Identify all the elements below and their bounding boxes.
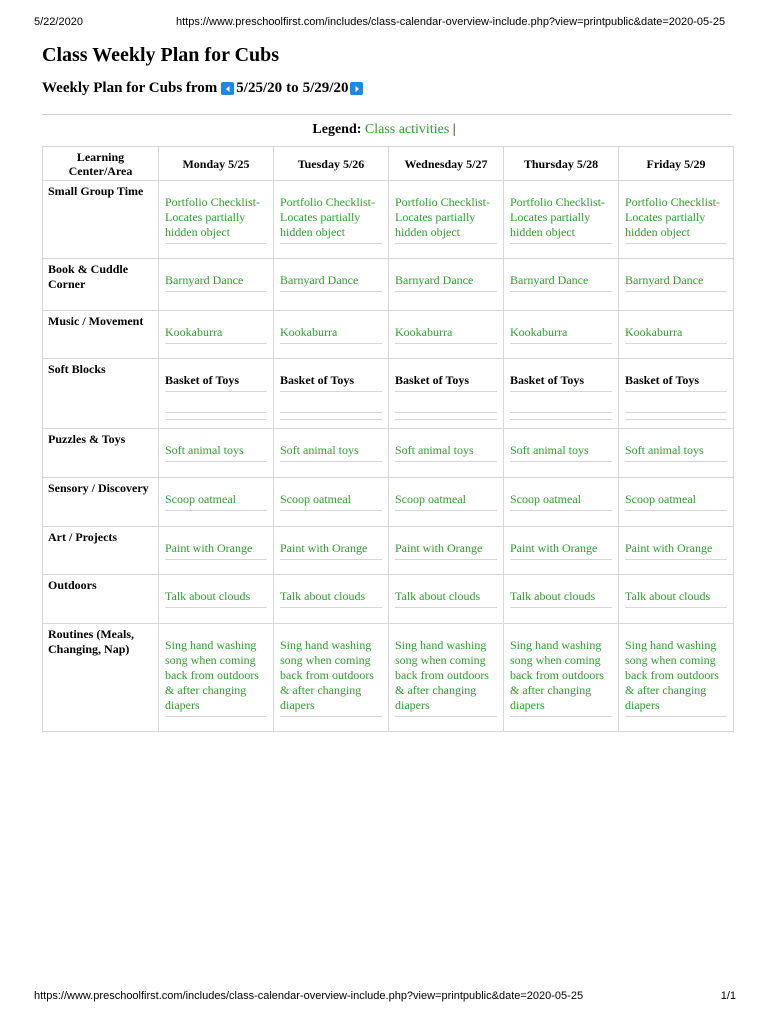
activity-cell	[619, 575, 734, 624]
print-url: https://www.preschoolfirst.com/includes/class-calendar-overview-include.php?view=printpublic&date=2020-05-25	[176, 16, 726, 28]
learning-area-label: Soft Blocks	[43, 359, 159, 429]
activity-link[interactable]: Kookaburra	[280, 325, 382, 344]
week-start-date: 5/25/20	[236, 80, 283, 96]
activity-link[interactable]: Talk about clouds	[625, 589, 727, 608]
activity-cell	[389, 259, 504, 311]
legend-class-activities[interactable]: Class activities	[364, 122, 450, 137]
next-week-button[interactable]	[350, 82, 363, 95]
activity-cell	[504, 311, 619, 359]
print-footer	[34, 990, 736, 1002]
activity-link[interactable]: Paint with Orange	[165, 541, 267, 560]
legend	[0, 122, 768, 138]
activity-link[interactable]: Scoop oatmeal	[395, 492, 497, 511]
activity-link[interactable]: Basket of Toys	[165, 373, 267, 392]
activity-cell	[619, 181, 734, 259]
learning-area-label: Routines (Meals, Changing, Nap)	[43, 624, 159, 732]
activity-cell	[159, 527, 274, 575]
previous-week-button[interactable]	[221, 82, 234, 95]
learning-area-label: Sensory / Discovery	[43, 478, 159, 527]
footer-url: https://www.preschoolfirst.com/includes/class-calendar-overview-include.php?view=printpublic&date=2020-05-25	[34, 990, 584, 1002]
activity-link[interactable]: Basket of Toys	[510, 373, 612, 392]
activity-link[interactable]: Portfolio Checklist-Locates partially hidden object	[625, 195, 727, 244]
header-day: Friday 5/29	[619, 147, 734, 181]
empty-activity-slot	[280, 413, 382, 420]
table-row	[43, 429, 734, 478]
weekly-plan-table	[42, 146, 734, 732]
chevron-left-icon	[224, 85, 232, 93]
activity-link[interactable]: Scoop oatmeal	[165, 492, 267, 511]
activity-link[interactable]: Portfolio Checklist-Locates partially hidden object	[510, 195, 612, 244]
empty-activity-slot	[395, 413, 497, 420]
header-day: Monday 5/25	[159, 147, 274, 181]
table-row	[43, 575, 734, 624]
table-row	[43, 478, 734, 527]
empty-activity-slot	[625, 413, 727, 420]
header-day: Tuesday 5/26	[274, 147, 389, 181]
empty-activity-slot	[165, 406, 267, 413]
activity-link[interactable]: Talk about clouds	[280, 589, 382, 608]
page-number: 1/1	[720, 990, 736, 1002]
activity-cell	[389, 429, 504, 478]
activity-cell	[389, 624, 504, 732]
table-row	[43, 259, 734, 311]
activity-cell	[389, 311, 504, 359]
activity-cell	[159, 624, 274, 732]
learning-area-label: Book & Cuddle Corner	[43, 259, 159, 311]
activity-link[interactable]: Talk about clouds	[395, 589, 497, 608]
activity-link[interactable]: Sing hand washing song when coming back from outdoors & after changing diapers	[395, 638, 497, 717]
activity-link[interactable]: Paint with Orange	[395, 541, 497, 560]
activity-link[interactable]: Scoop oatmeal	[510, 492, 612, 511]
header-day: Thursday 5/28	[504, 147, 619, 181]
page-title: Class Weekly Plan for Cubs	[42, 44, 280, 66]
activity-cell	[159, 575, 274, 624]
activity-link[interactable]: Sing hand washing song when coming back from outdoors & after changing diapers	[280, 638, 382, 717]
activity-link[interactable]: Portfolio Checklist-Locates partially hidden object	[165, 195, 267, 244]
activity-link[interactable]: Sing hand washing song when coming back from outdoors & after changing diapers	[625, 638, 727, 717]
activity-cell	[274, 359, 389, 429]
activity-cell	[159, 311, 274, 359]
activity-cell	[504, 259, 619, 311]
table-header-row	[43, 147, 734, 181]
activity-link[interactable]: Talk about clouds	[510, 589, 612, 608]
activity-cell	[619, 624, 734, 732]
activity-link[interactable]: Kookaburra	[395, 325, 497, 344]
activity-cell	[274, 624, 389, 732]
activity-link[interactable]: Paint with Orange	[510, 541, 612, 560]
activity-cell	[504, 478, 619, 527]
activity-cell	[274, 311, 389, 359]
activity-link[interactable]: Soft animal toys	[280, 443, 382, 462]
learning-area-label: Art / Projects	[43, 527, 159, 575]
activity-cell	[504, 181, 619, 259]
activity-cell	[619, 259, 734, 311]
activity-cell	[389, 359, 504, 429]
activity-link[interactable]: Basket of Toys	[625, 373, 727, 392]
activity-link[interactable]: Barnyard Dance	[395, 273, 497, 292]
activity-cell	[389, 478, 504, 527]
activity-link[interactable]: Talk about clouds	[165, 589, 267, 608]
week-subtitle	[42, 80, 365, 97]
empty-activity-slot	[510, 413, 612, 420]
table-row	[43, 311, 734, 359]
activity-link[interactable]: Kookaburra	[510, 325, 612, 344]
learning-area-label: Small Group Time	[43, 181, 159, 259]
week-end-date: 5/29/20	[302, 80, 349, 96]
activity-cell	[274, 478, 389, 527]
empty-activity-slot	[165, 413, 267, 420]
activity-link[interactable]: Soft animal toys	[510, 443, 612, 462]
activity-cell	[274, 575, 389, 624]
activity-cell	[619, 478, 734, 527]
activity-link[interactable]: Scoop oatmeal	[280, 492, 382, 511]
chevron-right-icon	[353, 85, 361, 93]
activity-link[interactable]: Barnyard Dance	[510, 273, 612, 292]
activity-cell	[274, 259, 389, 311]
activity-link[interactable]: Scoop oatmeal	[625, 492, 727, 511]
activity-link[interactable]: Barnyard Dance	[165, 273, 267, 292]
activity-cell	[619, 429, 734, 478]
activity-cell	[159, 259, 274, 311]
activity-link[interactable]: Kookaburra	[165, 325, 267, 344]
activity-cell	[504, 575, 619, 624]
empty-activity-slot	[510, 406, 612, 413]
activity-cell	[274, 429, 389, 478]
table-row	[43, 181, 734, 259]
activity-link[interactable]: Soft animal toys	[625, 443, 727, 462]
activity-link[interactable]: Barnyard Dance	[280, 273, 382, 292]
learning-area-label: Puzzles & Toys	[43, 429, 159, 478]
activity-link[interactable]: Paint with Orange	[625, 541, 727, 560]
subtitle-to: to	[286, 80, 299, 96]
learning-area-label: Outdoors	[43, 575, 159, 624]
legend-separator: |	[452, 122, 456, 137]
print-date: 5/22/2020	[34, 16, 83, 28]
activity-cell	[274, 181, 389, 259]
empty-activity-slot	[395, 406, 497, 413]
activity-link[interactable]: Basket of Toys	[280, 373, 382, 392]
header-learning-center: Learning Center/Area	[43, 147, 159, 181]
activity-link[interactable]: Soft animal toys	[165, 443, 267, 462]
table-row	[43, 527, 734, 575]
activity-cell	[504, 527, 619, 575]
activity-cell	[389, 575, 504, 624]
activity-cell	[504, 429, 619, 478]
activity-link[interactable]: Portfolio Checklist-Locates partially hidden object	[280, 195, 382, 244]
activity-cell	[504, 359, 619, 429]
activity-cell	[159, 359, 274, 429]
activity-link[interactable]: Soft animal toys	[395, 443, 497, 462]
table-row	[43, 359, 734, 429]
header-day: Wednesday 5/27	[389, 147, 504, 181]
empty-activity-slot	[280, 406, 382, 413]
activity-cell	[619, 527, 734, 575]
activity-cell	[389, 527, 504, 575]
activity-link[interactable]: Paint with Orange	[280, 541, 382, 560]
learning-area-label: Music / Movement	[43, 311, 159, 359]
activity-link[interactable]: Sing hand washing song when coming back from outdoors & after changing diapers	[165, 638, 267, 717]
divider	[42, 114, 732, 115]
activity-cell	[274, 527, 389, 575]
activity-cell	[619, 359, 734, 429]
activity-link[interactable]: Kookaburra	[625, 325, 727, 344]
activity-link[interactable]: Sing hand washing song when coming back from outdoors & after changing diapers	[510, 638, 612, 717]
empty-activity-slot	[625, 406, 727, 413]
activity-cell	[389, 181, 504, 259]
activity-cell	[159, 181, 274, 259]
activity-cell	[619, 311, 734, 359]
activity-link[interactable]: Barnyard Dance	[625, 273, 727, 292]
activity-cell	[159, 478, 274, 527]
activity-cell	[504, 624, 619, 732]
activity-link[interactable]: Basket of Toys	[395, 373, 497, 392]
table-row	[43, 624, 734, 732]
subtitle-prefix: Weekly Plan for Cubs from	[42, 80, 218, 96]
activity-cell	[159, 429, 274, 478]
legend-label: Legend:	[312, 122, 362, 137]
activity-link[interactable]: Portfolio Checklist-Locates partially hidden object	[395, 195, 497, 244]
table-body	[43, 181, 734, 732]
